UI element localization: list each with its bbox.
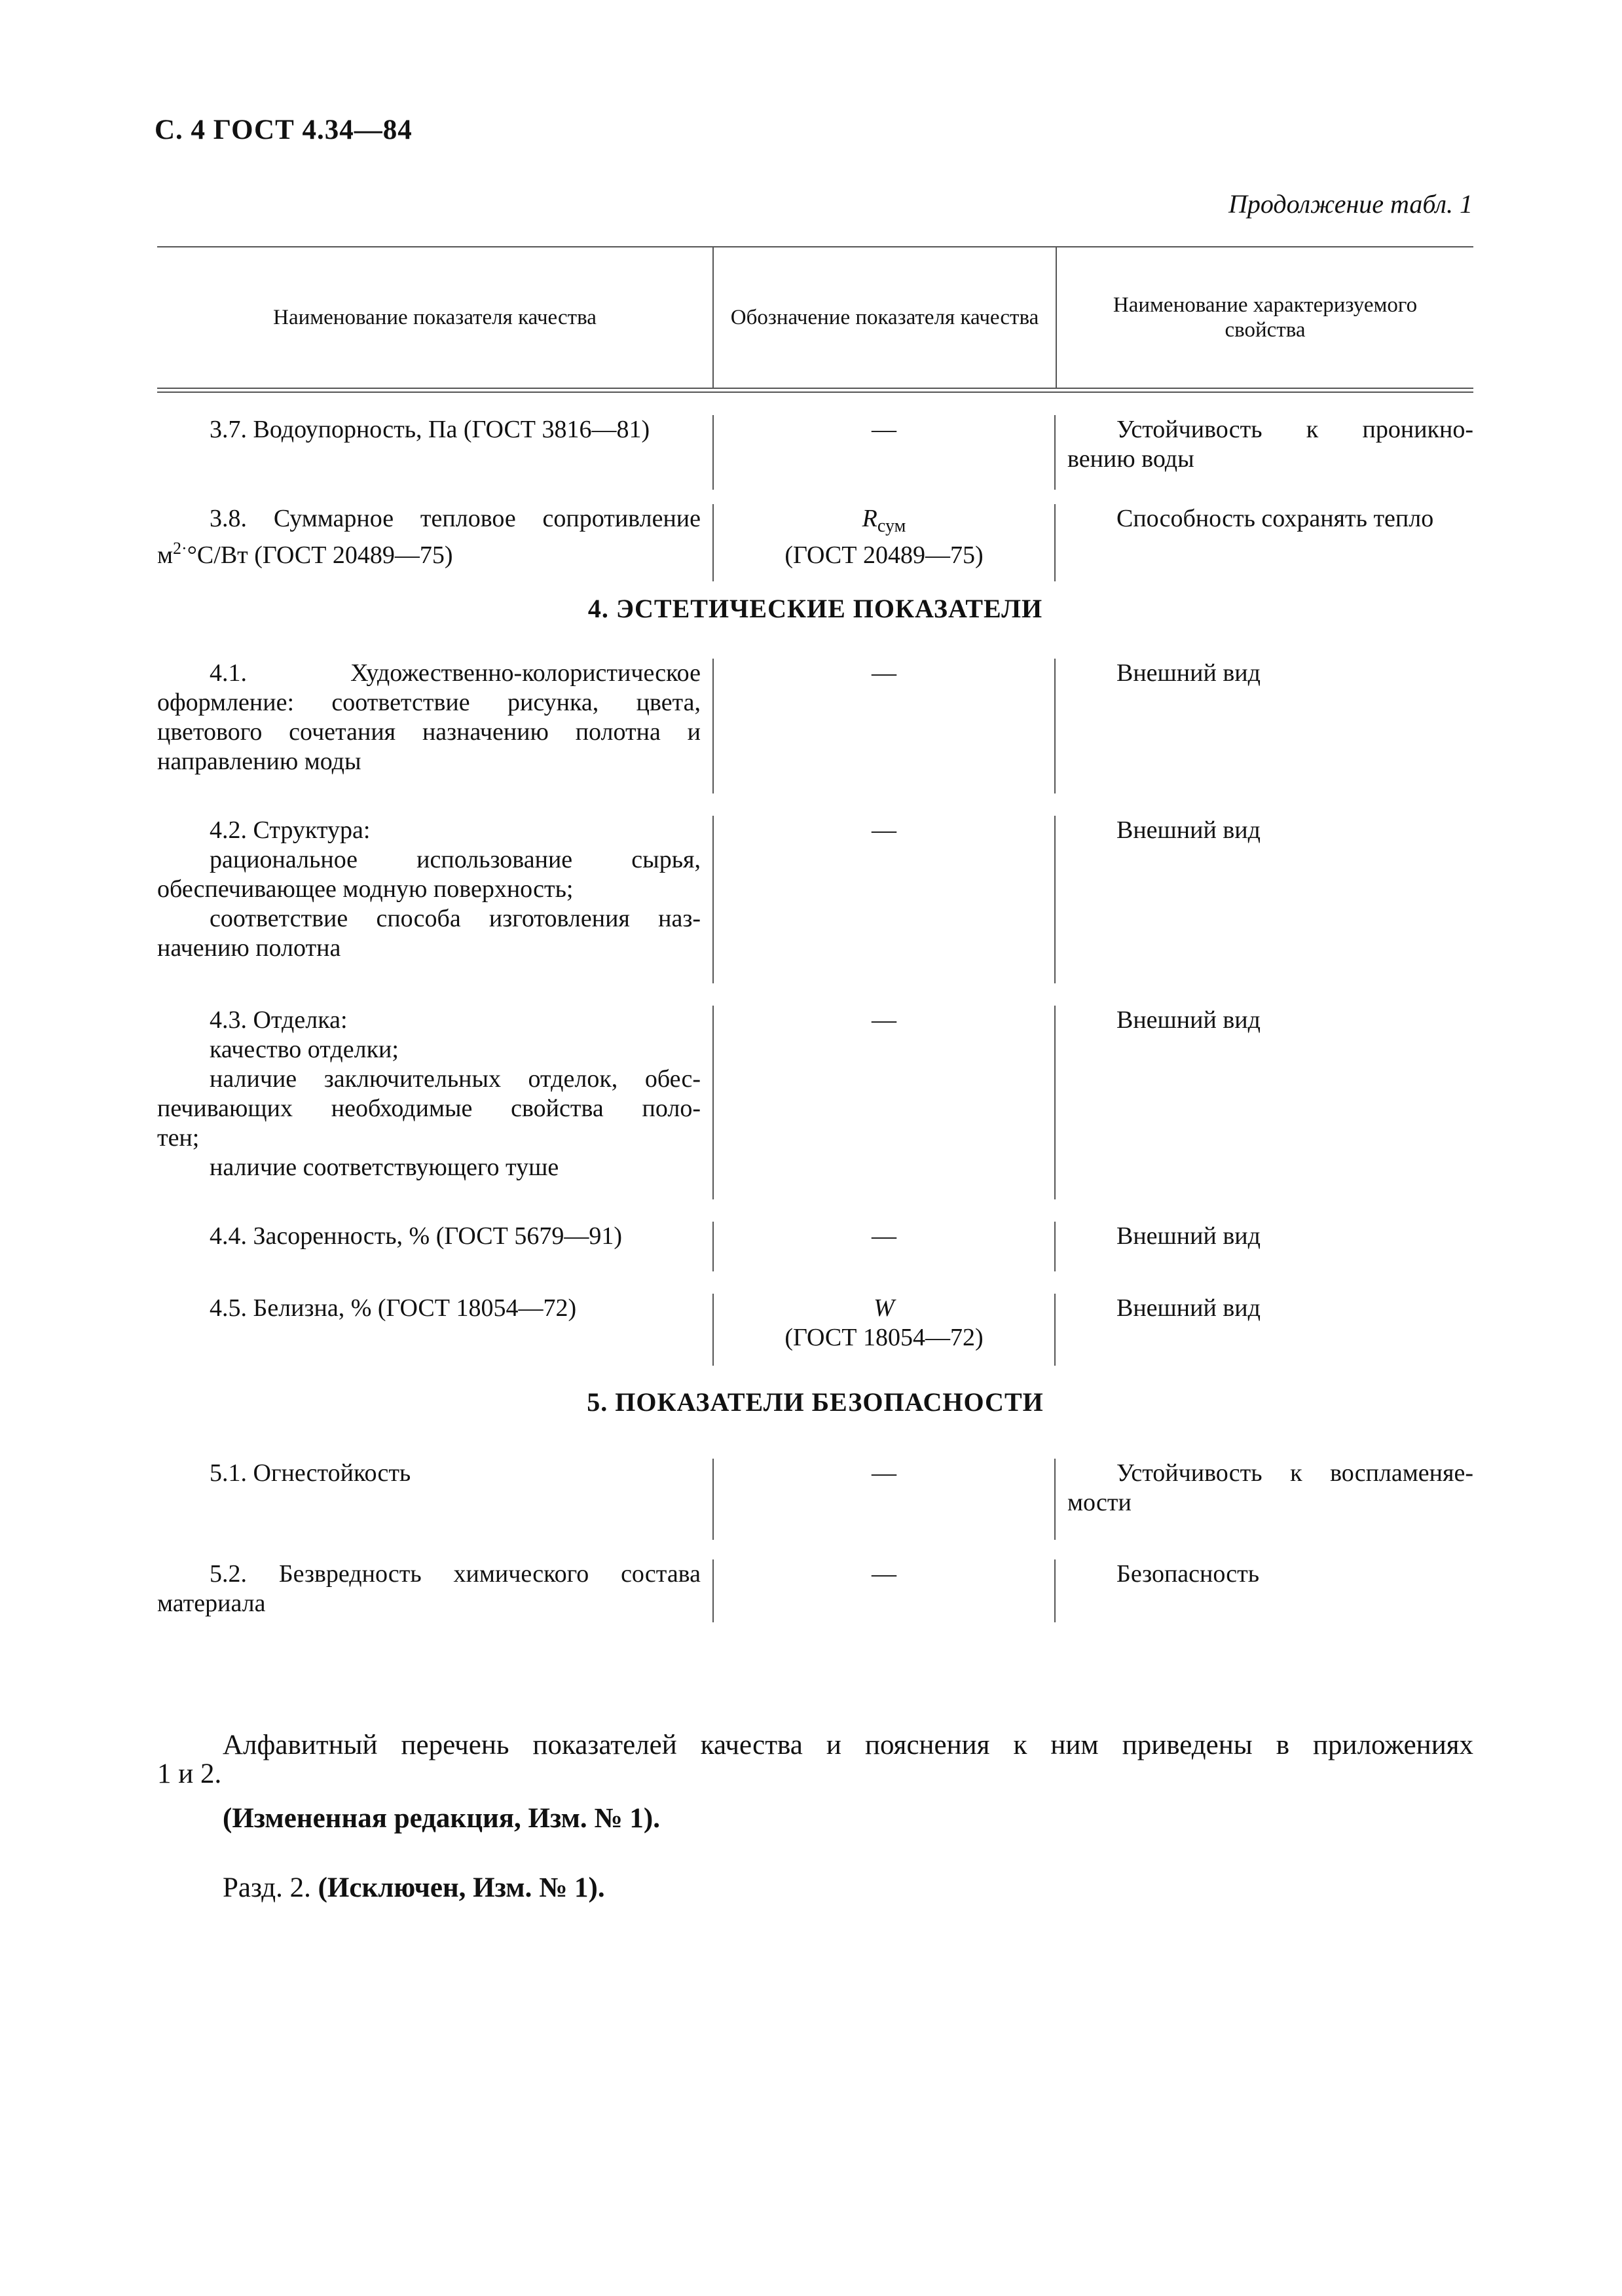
table-row-3-8 [157,490,1473,581]
row-name: 5.2. Безвредность химического состава [210,1560,701,1588]
table-row-4-2 [157,793,1473,983]
section-heading-aesthetic: 4. ЭСТЕТИЧЕСКИЕ ПОКАЗАТЕЛИ [587,594,1043,623]
row-name-line4: направлению моды [157,748,361,775]
row-name: 3.7. Водоупорность, Па (ГОСТ 3816—81) [210,416,650,443]
section-excluded-note [157,1871,1539,1905]
row-name-line3: обеспечивающее модную поверхность; [157,875,574,903]
row-designation: — [712,1559,1056,1622]
table-row-4-5 [157,1271,1473,1366]
designation-reference: (ГОСТ 20489—75) [784,541,984,569]
row-name-line2: рациональное использование сырья, [210,846,701,873]
designation-reference: (ГОСТ 18054—72) [784,1324,984,1351]
row-name-line3: наличие заключительных отделок, обес- [210,1065,701,1093]
row-name: 3.8. Суммарное тепловое сопротивление [210,505,701,532]
column-header-name: Наименование показателя качества [273,306,597,329]
row-property: Внешний вид [1116,1294,1261,1322]
page-header: С. 4 ГОСТ 4.34—84 [155,115,413,145]
table-header [157,247,1473,388]
column-header-designation: Обозначение показателя качества [712,247,1056,388]
designation-symbol: W [874,1294,894,1322]
row-name-line2: материала [157,1590,266,1617]
section-heading-safety: 5. ПОКАЗАТЕЛИ БЕЗОПАСНОСТИ [587,1387,1044,1417]
row-property: Безопасность [1116,1560,1260,1588]
row-designation: — [712,1222,1056,1271]
row-name-line5: тен; [157,1124,200,1152]
row-name-line5: начению полотна [157,934,341,962]
row-name: 4.2. Структура: [210,816,371,844]
row-property: Способность сохранять тепло [1116,505,1434,532]
appendix-note-line1: Алфавитный перечень показателей качества и пояснения к ним приведены в приложениях [223,1730,1473,1760]
row-property: Внешний вид [1116,816,1261,844]
row-name-line4: печивающих необходимые свойства поло- [157,1095,701,1122]
table-row-4-3 [157,983,1473,1199]
row-property: Внешний вид [1116,659,1261,687]
row-designation: — [712,659,1056,793]
section-excluded-bold: (Исключен, Изм. № 1). [318,1872,605,1903]
row-designation: — [712,1459,1056,1540]
row-property: Устойчивость к проникно- [1116,416,1473,443]
header-rule-1 [157,388,1473,389]
table-row-5-2 [157,1540,1473,1622]
row-property: Устойчивость к воспламеняе- [1116,1459,1473,1487]
section-excluded-prefix: Разд. 2. [223,1872,311,1903]
row-designation: — [712,1006,1056,1199]
designation-symbol: R [862,505,877,532]
row-name: 4.5. Белизна, % (ГОСТ 18054—72) [210,1294,577,1322]
row-property: Внешний вид [1116,1222,1261,1250]
row-property: Внешний вид [1116,1006,1261,1034]
appendix-note-line2: 1 и 2. [157,1758,222,1789]
row-name-line2: качество отделки; [210,1036,399,1063]
row-designation: — [712,816,1056,983]
table-row-4-1 [157,636,1473,793]
row-name: 5.1. Огнестойкость [210,1459,411,1487]
row-name-line6: наличие соответствующего туше [210,1154,559,1181]
row-designation: — [712,415,1056,490]
row-name: 4.4. Засоренность, % (ГОСТ 5679—91) [210,1222,623,1250]
row-name-line4: соответствие способа изготовления наз- [210,905,701,932]
table-continuation-label: Продолжение табл. 1 [1228,189,1473,219]
unit-rest: °С/Вт (ГОСТ 20489—75) [187,541,453,569]
row-name-line2: оформление: соответствие рисунка, цвета, [157,689,701,716]
table-row-5-1 [157,1439,1473,1540]
unit-superscript: 2· [173,539,187,558]
row-name-line3: цветового сочетания назначению полотна и [157,718,701,746]
table-row-3-7 [157,393,1473,490]
amendment-note: (Измененная редакция, Изм. № 1). [223,1803,660,1834]
designation-subscript: сум [877,516,906,536]
table-row-4-4 [157,1199,1473,1271]
unit-m: м [157,541,174,569]
appendix-note [157,1728,1473,1791]
column-header-property: Наименование характеризуемого свойства [1056,247,1473,388]
row-name: 4.3. Отделка: [210,1006,348,1034]
quality-indicators-table [157,246,1473,1622]
row-property-cont: мости [1067,1489,1132,1516]
row-name: 4.1. Художественно-колористическое [210,659,701,687]
row-property-cont: вению воды [1067,445,1194,473]
